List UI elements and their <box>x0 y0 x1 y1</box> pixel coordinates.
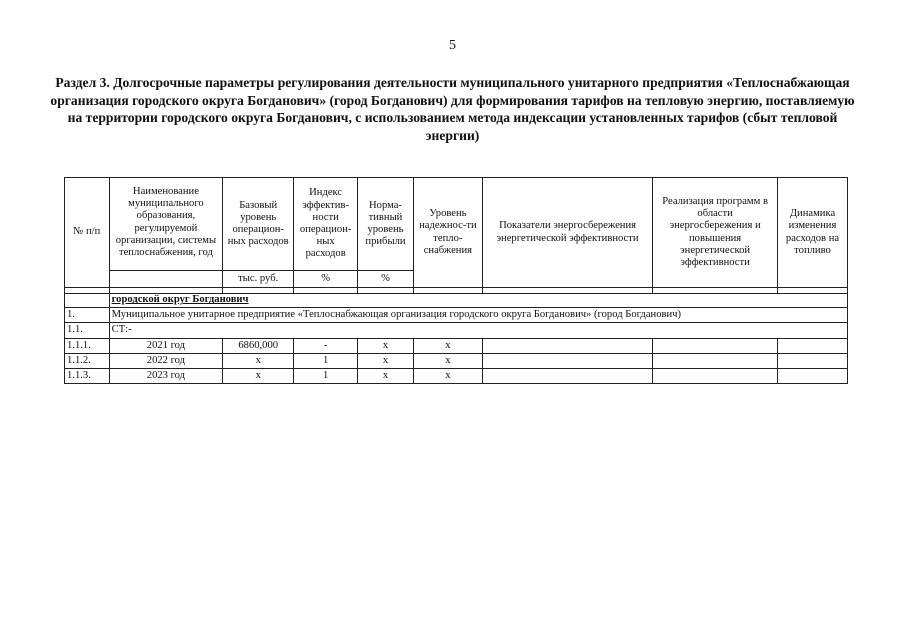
section-title: Раздел 3. Долгосрочные параметры регулирования деятельности муниципального унитарного предприятия «Теплоснабжающая организация городского округа Богданович» (город Богданович) для формирования тарифов на тепловую энергию, поставляемую на территории городского округа Богданович, с использованием метода индексации установленных тарифов (сбыт тепловой энергии) <box>50 75 855 143</box>
group-row <box>65 294 848 308</box>
row-year: 2023 год <box>109 369 223 384</box>
table-row <box>65 369 848 384</box>
header-programs: Реализация программ в области энергосбережения и повышения энергетической эффективности <box>653 178 778 288</box>
units-norm: % <box>358 271 414 288</box>
header-efficiency-index: Индекс эффектив-ности операцион-ных расходов <box>294 178 358 271</box>
org-row-text: Муниципальное унитарное предприятие «Теплоснабжающая организация городского округа Богданович» (город Богданович) <box>109 308 847 323</box>
header-num: № п/п <box>65 178 110 288</box>
sub-row-num: 1.1. <box>65 323 110 339</box>
header-energy-efficiency: Показатели энергосбережения энергетической эффективности <box>482 178 652 288</box>
units-base: тыс. руб. <box>223 271 294 288</box>
header-reliability: Уровень надежнос-ти тепло-снабжения <box>413 178 482 288</box>
row-reliability: x <box>413 354 482 369</box>
header-fuel-dynamics: Динамика изменения расходов на топливо <box>777 178 847 288</box>
table-row <box>65 339 848 354</box>
sub-row <box>65 323 848 339</box>
units-name-empty <box>109 271 223 288</box>
row-reliability: x <box>413 339 482 354</box>
org-row <box>65 308 848 323</box>
header-name: Наименование муниципального образования, регулируемой организации, системы теплоснабжения, год <box>109 178 223 271</box>
row-norm: x <box>358 339 414 354</box>
sub-row-text: СТ:- <box>109 323 847 339</box>
row-year: 2021 год <box>109 339 223 354</box>
header-base-expenses: Базовый уровень операцион-ных расходов <box>223 178 294 271</box>
row-base: x <box>223 354 294 369</box>
header-row <box>65 178 848 271</box>
row-num: 1.1.1. <box>65 339 110 354</box>
row-norm: x <box>358 369 414 384</box>
table-row <box>65 354 848 369</box>
row-num: 1.1.2. <box>65 354 110 369</box>
page-number: 5 <box>449 38 456 53</box>
row-index: 1 <box>294 369 358 384</box>
row-index: - <box>294 339 358 354</box>
org-row-num: 1. <box>65 308 110 323</box>
header-normative-profit: Норма-тивный уровень прибыли <box>358 178 414 271</box>
row-norm: x <box>358 354 414 369</box>
row-reliability: x <box>413 369 482 384</box>
units-index: % <box>294 271 358 288</box>
tariff-parameters-table <box>64 177 848 384</box>
group-label: городской округ Богданович <box>111 294 249 306</box>
row-index: 1 <box>294 354 358 369</box>
row-num: 1.1.3. <box>65 369 110 384</box>
row-base: 6860,000 <box>223 339 294 354</box>
row-base: x <box>223 369 294 384</box>
row-year: 2022 год <box>109 354 223 369</box>
